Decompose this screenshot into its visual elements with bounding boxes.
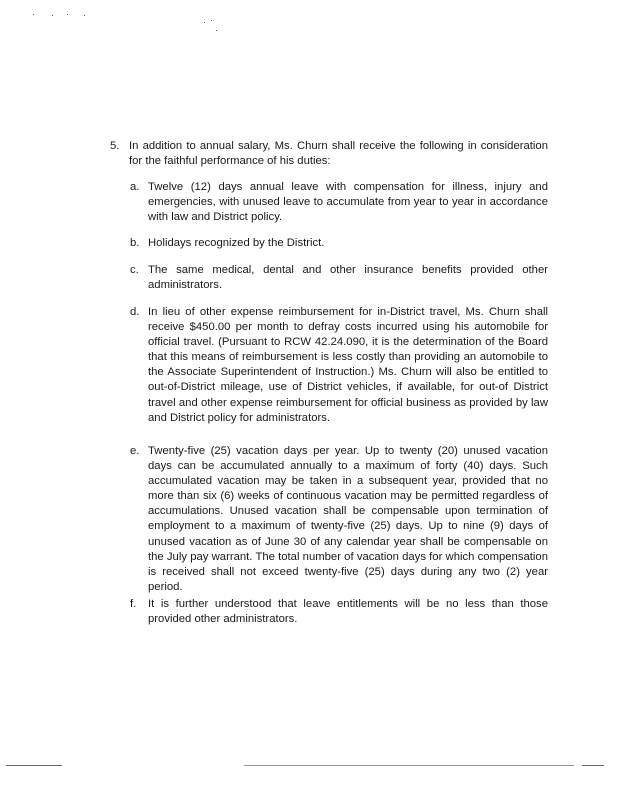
item-letter: a. xyxy=(130,181,140,193)
item-text: It is further understood that leave entitlements will be no less than those provided other administrators. xyxy=(148,598,548,626)
item-text: Twelve (12) days annual leave with compensation for illness, injury and emergencies, with unused leave to accumulate from year to year in accordance with law and District policy. xyxy=(148,181,548,224)
section-number: 5. xyxy=(110,140,120,152)
scan-speck xyxy=(52,15,53,16)
item-letter: e. xyxy=(130,445,140,457)
item-text: In lieu of other expense reimbursement for in-District travel, Ms. Churn shall receive $450.00 per month to defray costs incurred using his automobile for official travel. (Pursuant to RCW 42.24.090, it is the determination of the Board that this means of reimbursement is less costly than providing an automobile to the Associate Superintendent of Instruction.) Ms. Churn will also be entitled to out-of-District mileage, use of District vehicles, if available, for out-of District travel and other expense reimbursement for official business as provided by law and District policy for administrators. xyxy=(148,306,548,424)
item-letter: c. xyxy=(130,264,139,276)
item-text: The same medical, dental and other insurance benefits provided other administrators. xyxy=(148,264,548,292)
scan-speck xyxy=(211,20,212,21)
scan-speck xyxy=(204,22,205,23)
scan-line xyxy=(244,765,574,766)
item-letter: d. xyxy=(130,306,140,318)
scan-speck xyxy=(33,14,34,15)
section-intro: In addition to annual salary, Ms. Churn shall receive the following in consideration for the faithful performance of his duties: xyxy=(129,140,548,168)
scan-line xyxy=(6,765,62,766)
scan-line xyxy=(582,765,604,766)
item-letter: b. xyxy=(130,237,140,249)
scan-speck xyxy=(84,15,85,16)
scan-speck xyxy=(216,30,217,31)
scan-speck xyxy=(67,14,68,15)
item-letter: f. xyxy=(130,598,137,610)
item-text: Twenty-five (25) vacation days per year. Up to twenty (20) unused vacation days can be accumulated annually to a maximum of forty (40) days. Such accumulated vacation may be taken in a subsequent year, provided that no more than six (6) weeks of continuous vacation may be permitted regardless of accumulations. Unused vacation shall be compensable upon termination of employment to a maximum of twenty-five (25) days. Up to nine (9) days of unused vacation as of June 30 of any calendar year shall be compensable on the July pay warrant. The total number of vacation days for which compensation is received shall not exceed twenty-five (25) days during any two (2) year period. xyxy=(148,445,548,593)
item-text: Holidays recognized by the District. xyxy=(148,237,325,249)
